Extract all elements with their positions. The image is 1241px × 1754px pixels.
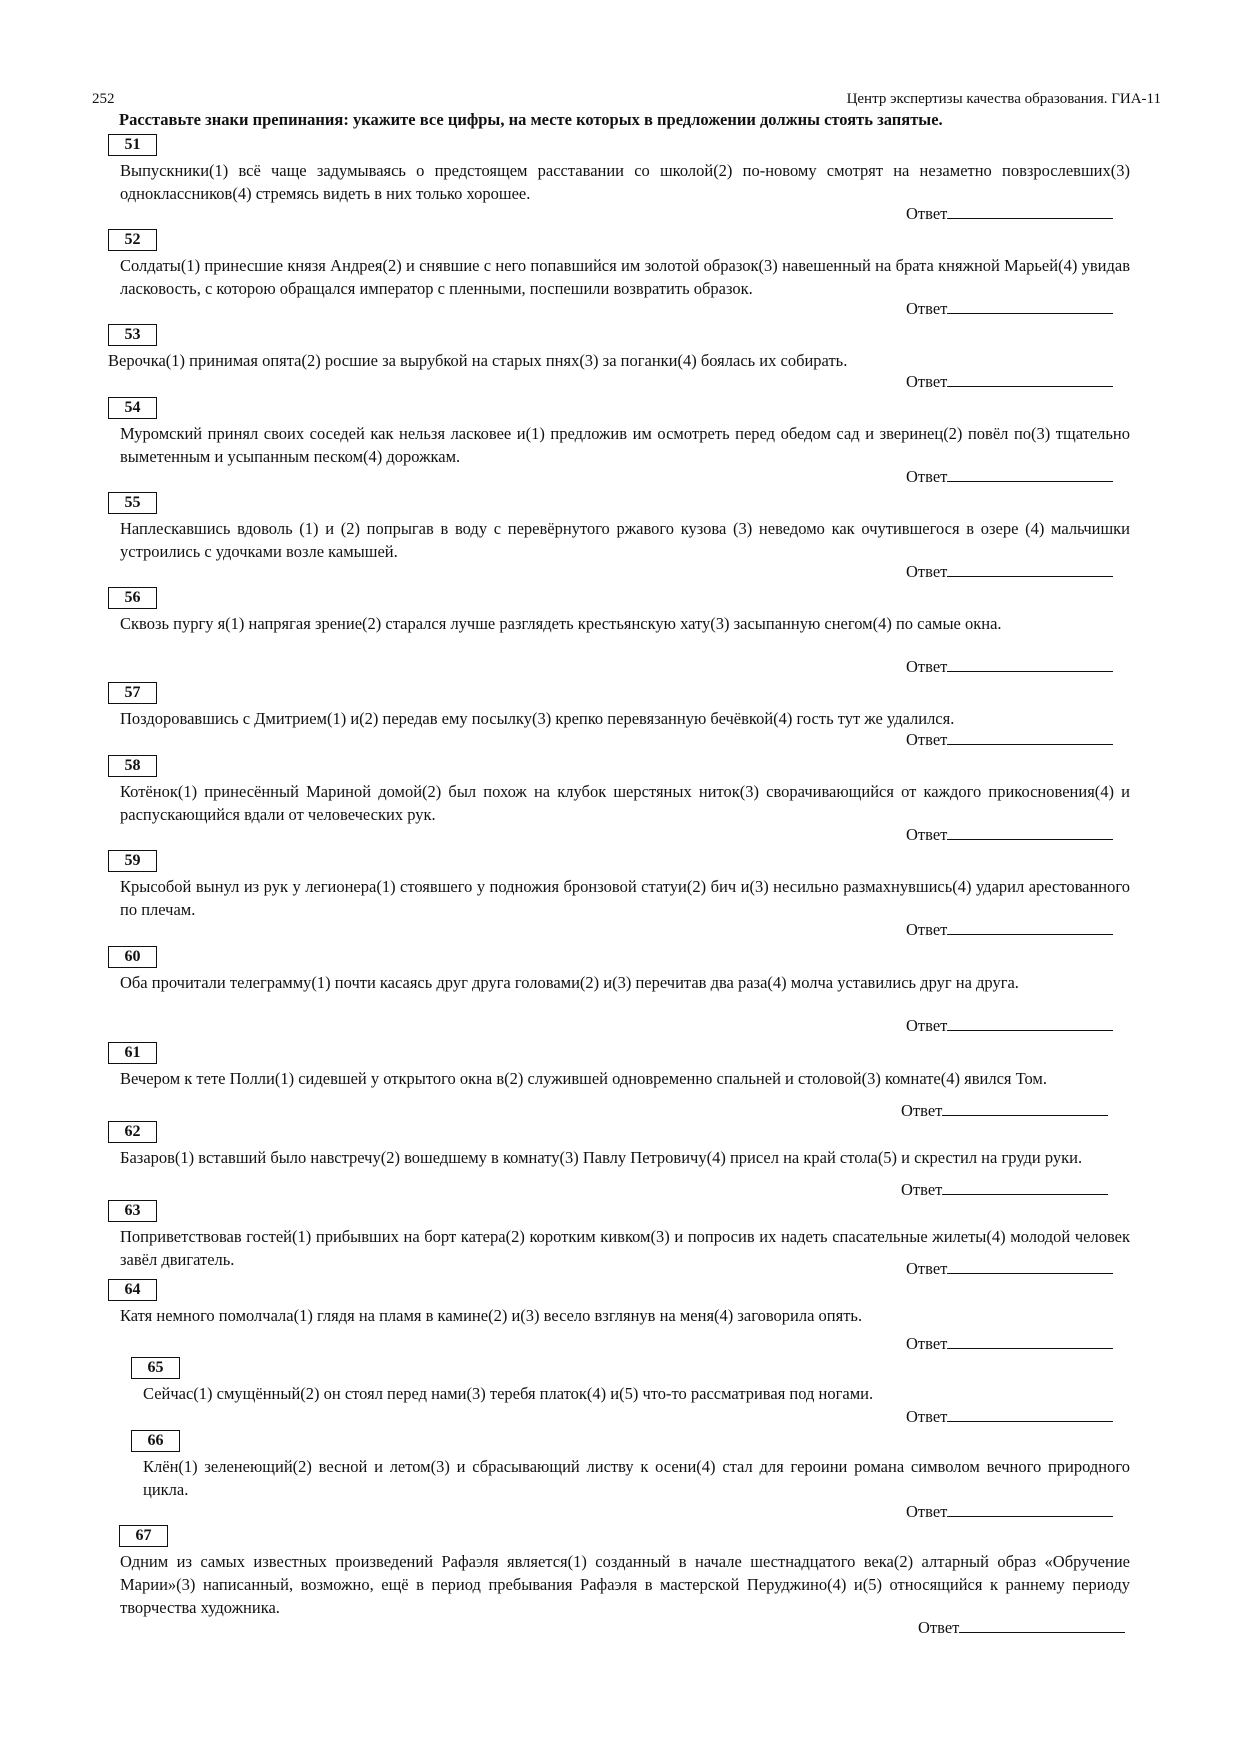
task-number-box: 53 <box>108 324 157 346</box>
answer-label: Ответ <box>906 562 948 581</box>
answer-label: Ответ <box>906 730 948 749</box>
task-text: Поприветствовав гостей(1) прибывших на борт катера(2) коротким кивком(3) и попросив их надеть спасательные жилеты(4) молодой человек завёл двигатель. <box>120 1227 1130 1269</box>
answer-line[interactable] <box>947 1015 1113 1031</box>
answer-line[interactable] <box>947 466 1113 482</box>
answer-line[interactable] <box>947 1258 1113 1274</box>
answer-line[interactable] <box>942 1179 1108 1195</box>
task-number-box: 58 <box>108 755 157 777</box>
task-number-box: 52 <box>108 229 157 251</box>
answer-field-63[interactable] <box>906 1258 1113 1279</box>
answer-line[interactable] <box>947 298 1113 314</box>
answer-field-61[interactable] <box>901 1100 1108 1121</box>
task-text: Крысобой вынул из рук у легионера(1) стоявшего у подножия бронзовой статуи(2) бич и(3) несильно размахнувшись(4) ударил арестованного по плечам. <box>120 877 1130 919</box>
task-number-box: 56 <box>108 587 157 609</box>
answer-line[interactable] <box>947 561 1113 577</box>
answer-label: Ответ <box>906 372 948 391</box>
task-text: Оба прочитали телеграмму(1) почти касаясь друг друга головами(2) и(3) перечитав два раза(4) молча уставились друг на друга. <box>120 973 1019 992</box>
task-number-box: 66 <box>131 1430 180 1452</box>
task-text: Клён(1) зеленеющий(2) весной и летом(3) и сбрасывающий листву к осени(4) стал для героини романа символом вечного природного цикла. <box>143 1457 1130 1499</box>
task-number-box: 65 <box>131 1357 180 1379</box>
answer-field-51[interactable] <box>906 203 1113 224</box>
answer-label: Ответ <box>901 1101 943 1120</box>
answer-field-54[interactable] <box>906 466 1113 487</box>
task-text: Котёнок(1) принесённый Мариной домой(2) был похож на клубок шерстяных ниток(3) сворачивающийся от каждого прикосновения(4) и распускающийся вдали от человеческих рук. <box>120 782 1130 824</box>
page-number: 252 <box>92 91 115 107</box>
task-text: Верочка(1) принимая опята(2) росшие за вырубкой на старых пнях(3) за поганки(4) боялась их собирать. <box>108 351 848 370</box>
answer-field-64[interactable] <box>906 1333 1113 1354</box>
task-number-box: 59 <box>108 850 157 872</box>
task-text: Сквозь пургу я(1) напрягая зрение(2) старался лучше разглядеть крестьянскую хату(3) засыпанную снегом(4) по самые окна. <box>120 614 1002 633</box>
answer-label: Ответ <box>906 1407 948 1426</box>
task-instruction: Расставьте знаки препинания: укажите все цифры, на месте которых в предложении должны стоять запятые. <box>119 110 943 129</box>
task-text: Катя немного помолчала(1) глядя на пламя в камине(2) и(3) весело взглянув на меня(4) заговорила опять. <box>120 1306 863 1325</box>
task-number-box: 60 <box>108 946 157 968</box>
task-number-box: 55 <box>108 492 157 514</box>
answer-label: Ответ <box>906 1259 948 1278</box>
answer-field-62[interactable] <box>901 1179 1108 1200</box>
answer-label: Ответ <box>906 1502 948 1521</box>
task-number-box: 54 <box>108 397 157 419</box>
answer-label: Ответ <box>906 1334 948 1353</box>
answer-label: Ответ <box>918 1618 960 1637</box>
answer-line[interactable] <box>947 1333 1113 1349</box>
answer-line[interactable] <box>947 203 1113 219</box>
answer-label: Ответ <box>906 204 948 223</box>
answer-line[interactable] <box>942 1100 1108 1116</box>
answer-field-52[interactable] <box>906 298 1113 319</box>
answer-field-57[interactable] <box>906 729 1113 750</box>
answer-line[interactable] <box>947 1501 1113 1517</box>
answer-line[interactable] <box>947 656 1113 672</box>
answer-label: Ответ <box>906 825 948 844</box>
task-number-box: 61 <box>108 1042 157 1064</box>
task-text: Базаров(1) вставший было навстречу(2) вошедшему в комнату(3) Павлу Петровичу(4) присел на край стола(5) и скрестил на груди руки. <box>120 1148 1083 1167</box>
task-text: Выпускники(1) всё чаще задумываясь о предстоящем расставании со школой(2) по-новому смотрят на незаметно повзрослевших(3) одноклассников(4) стремясь видеть в них только хорошее. <box>120 161 1130 203</box>
task-text: Одним из самых известных произведений Рафаэля является(1) созданный в начале шестнадцатого века(2) алтарный образ «Обручение Марии»(3) написанный, возможно, ещё в период пребывания Рафаэля в мастерской Перуджино(4) и(5) относящийся к раннему периоду творчества художника. <box>120 1552 1130 1617</box>
task-number-box: 67 <box>119 1525 168 1547</box>
answer-field-66[interactable] <box>906 1501 1113 1522</box>
answer-line[interactable] <box>947 371 1113 387</box>
answer-label: Ответ <box>906 299 948 318</box>
task-text: Муромский принял своих соседей как нельзя ласковее и(1) предложив им осмотреть перед обедом сад и зверинец(2) повёл по(3) тщательно выметенным и усыпанным песком(4) дорожкам. <box>120 424 1130 466</box>
task-number-box: 57 <box>108 682 157 704</box>
answer-field-65[interactable] <box>906 1406 1113 1427</box>
task-number-box: 51 <box>108 134 157 156</box>
answer-label: Ответ <box>901 1180 943 1199</box>
answer-line[interactable] <box>947 1406 1113 1422</box>
answer-field-53[interactable] <box>906 371 1113 392</box>
task-text: Поздоровавшись с Дмитрием(1) и(2) передав ему посылку(3) крепко перевязанную бечёвкой(4) гость тут же удалился. <box>120 709 955 728</box>
answer-label: Ответ <box>906 657 948 676</box>
answer-field-56[interactable] <box>906 656 1113 677</box>
answer-line[interactable] <box>947 729 1113 745</box>
answer-label: Ответ <box>906 1016 948 1035</box>
task-text: Вечером к тете Полли(1) сидевшей у открытого окна в(2) служившей одновременно спальней и столовой(3) комнате(4) явился Том. <box>120 1069 1047 1088</box>
running-header: Центр экспертизы качества образования. ГИА-11 <box>846 91 1161 107</box>
answer-line[interactable] <box>947 824 1113 840</box>
answer-label: Ответ <box>906 467 948 486</box>
task-number-box: 64 <box>108 1279 157 1301</box>
answer-field-58[interactable] <box>906 824 1113 845</box>
task-text: Солдаты(1) принесшие князя Андрея(2) и снявшие с него попавшийся им золотой образок(3) навешенный на брата княжной Марьей(4) увидав ласковость, с которою обращался император с пленными, поспешили возвратить образок. <box>120 256 1130 298</box>
answer-line[interactable] <box>947 919 1113 935</box>
task-text: Наплескавшись вдоволь (1) и (2) попрыгав в воду с перевёрнутого ржавого кузова (3) неведомо как очутившегося в озере (4) мальчишки устроились с удочками возле камышей. <box>120 519 1130 561</box>
answer-field-55[interactable] <box>906 561 1113 582</box>
answer-field-67[interactable] <box>918 1617 1125 1638</box>
answer-field-60[interactable] <box>906 1015 1113 1036</box>
task-text: Сейчас(1) смущённый(2) он стоял перед нами(3) теребя платок(4) и(5) что-то рассматривая под ногами. <box>143 1384 874 1403</box>
task-number-box: 63 <box>108 1200 157 1222</box>
task-number-box: 62 <box>108 1121 157 1143</box>
answer-field-59[interactable] <box>906 919 1113 940</box>
answer-label: Ответ <box>906 920 948 939</box>
answer-line[interactable] <box>959 1617 1125 1633</box>
